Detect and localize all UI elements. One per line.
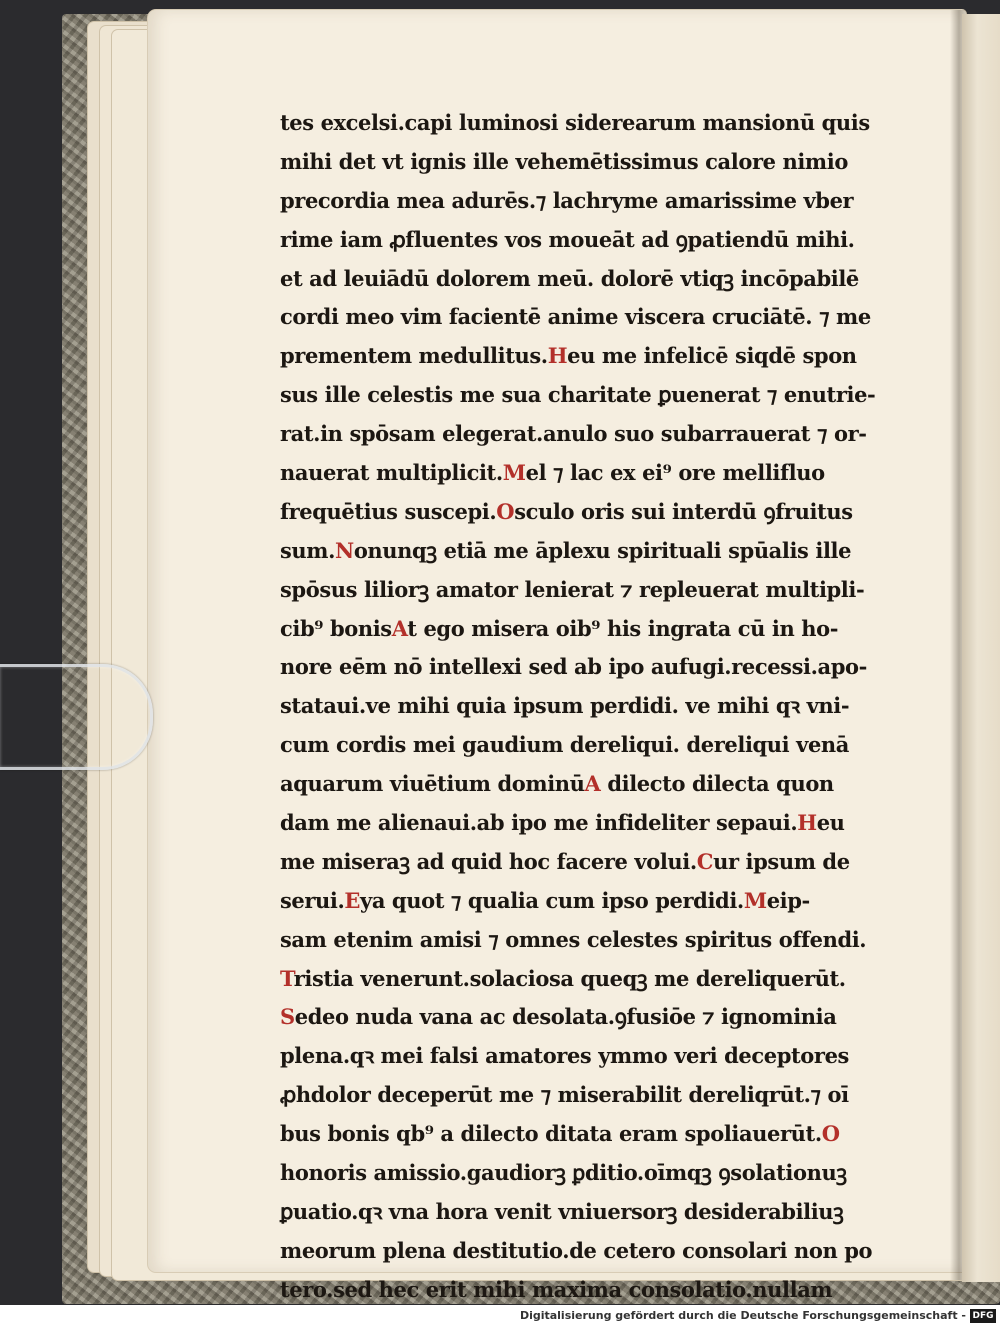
line-text: cib⁹ bonis xyxy=(280,615,392,641)
line-text-continued: ristia venerunt.solaciosa queqꝫ me dereliquerūt. xyxy=(293,965,846,991)
text-line xyxy=(280,493,880,532)
rubricated-initial: O xyxy=(821,1121,840,1147)
text-line xyxy=(280,1115,880,1154)
text-line xyxy=(280,571,880,610)
rubricated-initial: A xyxy=(584,771,601,797)
line-text: rat.in spōsam elegerat.anulo suo subarrauerat ⁊ or- xyxy=(280,421,867,447)
rubricated-initial: O xyxy=(496,498,515,524)
line-text: spōsus liliorꝫ amator lenierat ⁊ repleuerat multipli- xyxy=(280,576,865,602)
line-text-continued: edeo nuda vana ac desolata.ꝯfusiōe ⁊ ignominia xyxy=(294,1004,837,1030)
text-line xyxy=(280,260,880,299)
line-text-continued: onunqꝫ etiā me āplexu spirituali spūalis ille xyxy=(353,537,852,563)
line-text: honoris amissio.gaudiorꝫ ꝑditio.oīmqꝫ ꝯsolationuꝫ xyxy=(280,1160,847,1186)
rubricated-initial: N xyxy=(335,537,354,563)
line-text-continued: t ego misera oib⁹ his ingrata cū in ho- xyxy=(407,615,839,641)
text-line xyxy=(280,998,880,1037)
text-line xyxy=(280,143,880,182)
dfg-logo: DFG xyxy=(970,1309,996,1323)
page-text xyxy=(280,104,880,1310)
text-line xyxy=(280,415,880,454)
text-line xyxy=(280,882,880,921)
text-line xyxy=(280,1232,880,1271)
text-line xyxy=(280,221,880,260)
line-text: dam me alienaui.ab ipo me infideliter sepaui. xyxy=(280,810,798,836)
text-line xyxy=(280,1271,880,1310)
text-line xyxy=(280,648,880,687)
line-text-continued: ya quot ⁊ qualia cum ipso perdidi. xyxy=(360,887,744,913)
text-line xyxy=(280,532,880,571)
rubricated-initial: M xyxy=(502,460,526,486)
line-text: bus bonis qb⁹ a dilecto ditata eram spoliauerūt. xyxy=(280,1121,822,1147)
line-text: nore eēm nō intellexi sed ab ipo aufugi.recessi.apo- xyxy=(280,654,867,680)
line-text: tes excelsi.capi luminosi siderearum mansionū quis xyxy=(280,110,870,135)
line-text-continued: eip- xyxy=(766,887,810,913)
line-text: prementem medullitus. xyxy=(280,343,548,369)
rubricated-initial: E xyxy=(344,887,361,913)
text-line xyxy=(280,804,880,843)
line-text: mihi det vt ignis ille vehemētissimus calore nimio xyxy=(280,148,848,174)
line-text-continued: ur ipsum de xyxy=(713,848,850,874)
line-text: sam etenim amisi ⁊ omnes celestes spiritus offendi. xyxy=(280,926,867,952)
line-text-continued: sculo oris sui interdū ꝯfruitus xyxy=(514,498,853,524)
text-line xyxy=(280,843,880,882)
text-line xyxy=(280,726,880,765)
line-text: precordia mea adurēs.⁊ lachryme amarissime vber xyxy=(280,187,854,213)
line-text: rime iam ꝓfluentes vos moueāt ad ꝯpatiendū mihi. xyxy=(280,226,855,252)
line-text: cum cordis mei gaudium dereliqui. dereliqui venā xyxy=(280,732,850,758)
line-text: nauerat multiplicit. xyxy=(280,460,503,486)
line-text: sus ille celestis me sua charitate ꝑuenerat ⁊ enutrie- xyxy=(280,382,876,408)
line-text: et ad leuiādū dolorem meū. dolorē vtiqꝫ incōpabilē xyxy=(280,265,859,291)
text-line xyxy=(280,298,880,337)
line-text-continued: el ⁊ lac ex ei⁹ ore mellifluo xyxy=(525,460,825,486)
line-text: plena.qꝛ mei falsi amatores ymmo veri deceptores xyxy=(280,1043,849,1069)
line-text: stataui.ve mihi quia ipsum perdidi. ve mihi qꝛ vni- xyxy=(280,693,850,719)
rubricated-initial: M xyxy=(743,887,767,913)
text-line xyxy=(280,960,880,999)
text-line xyxy=(280,921,880,960)
text-line xyxy=(280,337,880,376)
line-text: ꝑuatio.qꝛ vna hora venit vniuersorꝫ desiderabiliuꝫ xyxy=(280,1198,844,1224)
text-line xyxy=(280,104,880,143)
text-line xyxy=(280,1193,880,1232)
text-line xyxy=(280,376,880,415)
rubricated-initial: T xyxy=(280,965,294,991)
text-line xyxy=(280,610,880,649)
text-line xyxy=(280,1076,880,1115)
rubricated-initial: S xyxy=(280,1004,295,1030)
line-text: me miseraꝫ ad quid hoc facere volui. xyxy=(280,848,697,874)
line-text-continued: eu me infelicē siqdē spon xyxy=(567,343,857,369)
text-line xyxy=(280,182,880,221)
line-text: serui. xyxy=(280,887,345,913)
line-text: tero.sed hec erit mihi maxima consolatio.nullam xyxy=(280,1276,833,1302)
rubricated-initial: H xyxy=(797,810,817,836)
text-line xyxy=(280,1154,880,1193)
rubricated-initial: C xyxy=(696,848,714,874)
line-text: meorum plena destitutio.de cetero consolari non po xyxy=(280,1237,873,1263)
facing-page-edge xyxy=(962,14,1000,1282)
line-text: ꝓhdolor deceperūt me ⁊ miserabilit dereliqrūt.⁊ oī xyxy=(280,1082,849,1108)
line-text: aquarum viuētium dominū xyxy=(280,771,585,797)
text-line xyxy=(280,687,880,726)
text-line xyxy=(280,1037,880,1076)
text-line xyxy=(280,765,880,804)
line-text: sum. xyxy=(280,537,336,563)
line-text-continued: dilecto dilecta quon xyxy=(600,771,834,797)
text-line xyxy=(280,454,880,493)
rubricated-initial: A xyxy=(391,615,408,641)
line-text-continued: eu xyxy=(816,810,845,836)
page-clip xyxy=(0,664,153,770)
line-text: cordi meo vim facientē anime viscera cruciātē. ⁊ me xyxy=(280,304,871,330)
line-text: frequētius suscepi. xyxy=(280,498,497,524)
funding-credit: Digitalisierung gefördert durch die Deutsche Forschungsgemeinschaft - xyxy=(519,1309,966,1322)
rubricated-initial: H xyxy=(547,343,568,369)
